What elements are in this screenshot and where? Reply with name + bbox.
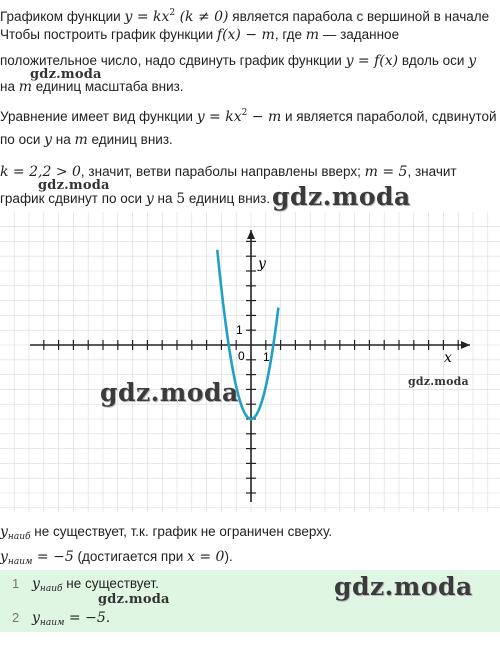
math-variable: y <box>145 191 154 207</box>
watermark: gdz.moda <box>272 182 411 211</box>
text-fragment: , значит <box>407 164 457 179</box>
watermark: gdz.moda <box>100 378 239 407</box>
text-fragment: , где <box>274 27 306 42</box>
x-axis-arrow <box>461 341 470 349</box>
x-axis-label: x <box>444 350 452 366</box>
text-fragment: (достигается при <box>73 549 188 564</box>
watermark: gdz.moda <box>408 375 469 388</box>
answer-text: $y_{наим} = -5$. <box>32 610 111 628</box>
math-variable: y <box>44 132 53 148</box>
answer-number: 2 <box>12 610 20 625</box>
math-variable: m <box>74 132 88 148</box>
watermark: gdz.moda <box>334 572 473 601</box>
watermark: gdz.moda <box>30 67 102 82</box>
text-line-6 <box>0 131 173 149</box>
x-tick-label: 1 <box>263 350 270 364</box>
math-number: 5 <box>176 191 186 207</box>
y-tick-label: 1 <box>236 323 243 337</box>
y-axis-label: y <box>258 256 266 272</box>
text-line-10 <box>0 548 233 571</box>
math-variable: y <box>468 53 477 69</box>
answer-text: $y_{наиб}$ не существует. <box>32 576 159 594</box>
text-fragment: Графиком функции <box>0 9 125 24</box>
text-fragment: по оси <box>0 132 45 147</box>
math-expression: $y = kx^2$ (k ≠ 0) <box>124 8 229 25</box>
text-fragment: положительное число, надо сдвинуть график функции <box>0 53 346 68</box>
text-line-4 <box>0 78 184 96</box>
text-fragment: , значит, ветви параболы направлены вверх; <box>80 164 365 179</box>
math-expression: $y_{наим} = -5$ <box>0 549 74 567</box>
answer-number: 1 <box>12 576 20 591</box>
math-expression: $y_{наиб}$ <box>0 524 31 542</box>
answer-row <box>0 610 500 632</box>
math-variable: m <box>18 79 32 95</box>
text-line-2 <box>0 26 399 44</box>
text-fragment: Уравнение имеет вид функции <box>0 109 197 124</box>
text-fragment: единиц масштаба вниз. <box>32 79 184 94</box>
origin-label: 0 <box>238 349 245 363</box>
text-fragment: является парабола с вершиной в начале <box>228 9 490 24</box>
text-line-1 <box>0 4 489 26</box>
text-fragment: на <box>52 132 75 147</box>
text-fragment: единиц вниз. <box>87 132 173 147</box>
math-expression: k = 2,2 > 0 <box>0 164 81 180</box>
grid <box>0 212 500 512</box>
text-fragment: Чтобы построить график функции <box>0 27 217 42</box>
text-fragment: не существует, т.к. график не ограничен сверху. <box>30 524 333 539</box>
text-fragment: ). <box>224 549 233 564</box>
text-line-8 <box>0 190 270 208</box>
watermark: gdz.moda <box>38 178 110 193</box>
y-axis-arrow <box>247 230 255 239</box>
math-expression: x = 0 <box>187 549 225 565</box>
math-expression: y = f(x) <box>345 53 399 69</box>
text-line-9 <box>0 523 332 546</box>
parabola-graph <box>0 212 500 512</box>
text-fragment: — заданное <box>319 27 400 42</box>
math-variable: m <box>305 27 320 43</box>
text-line-5 <box>0 104 497 126</box>
text-fragment: и является параболой, сдвинутой <box>281 109 497 124</box>
text-fragment: вдоль оси <box>398 53 469 68</box>
text-fragment: единиц вниз. <box>185 191 271 206</box>
math-expression: m = 5 <box>364 164 408 180</box>
text-fragment: график сдвинут по оси <box>0 191 146 206</box>
watermark: gdz.moda <box>98 592 170 607</box>
math-expression: $y = kx^2 - m$ <box>196 108 282 125</box>
text-fragment: на <box>0 79 19 94</box>
text-fragment: на <box>153 191 177 206</box>
math-expression: f(x) − m <box>216 27 275 43</box>
